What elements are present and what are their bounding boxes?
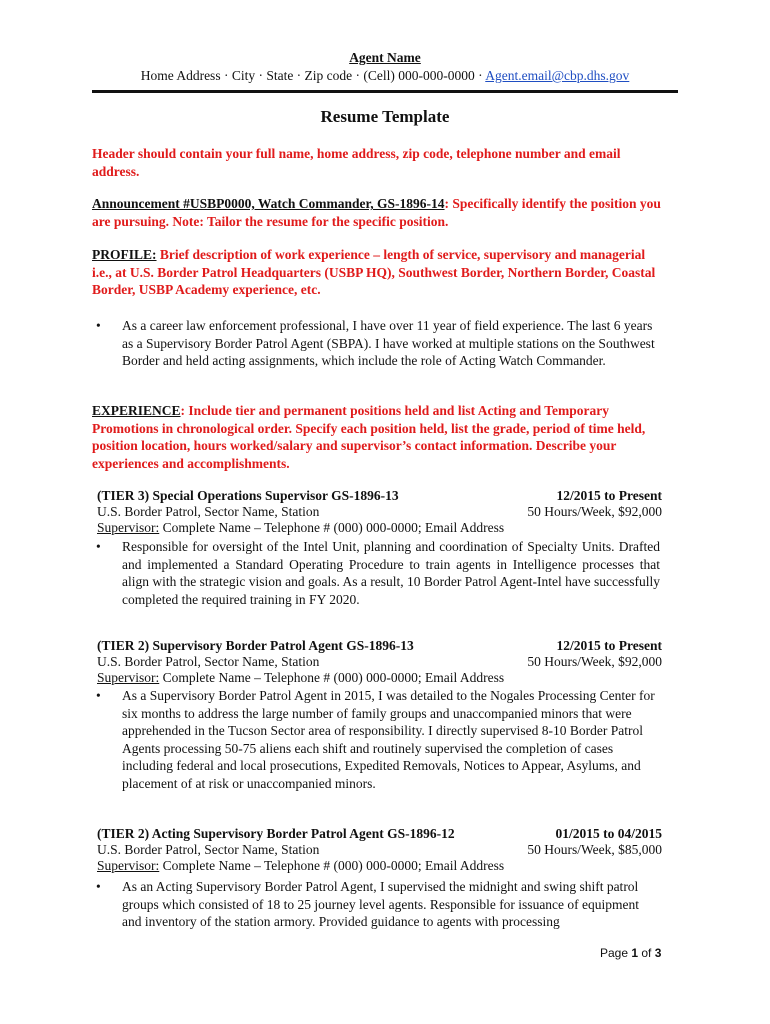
experience-label: EXPERIENCE	[92, 403, 181, 418]
experience-note: : Include tier and permanent positions held and list Acting and Temporary Promotions in chronological order. Specify each position held, list the grade, period of time held, position location, hours worked/salary and supervisor’s contact information. Describe your experiences and accomplishments.	[92, 403, 646, 471]
bullet-icon: •	[96, 879, 101, 894]
header-divider	[92, 90, 678, 93]
supervisor-label: Supervisor:	[97, 858, 160, 873]
job-dates: 01/2015 to 04/2015	[555, 826, 662, 841]
job-entry-2	[97, 638, 662, 686]
supervisor-label: Supervisor:	[97, 520, 160, 535]
page-word: Page	[600, 946, 632, 960]
profile-label: PROFILE:	[92, 247, 157, 262]
profile-bullet-item	[92, 317, 660, 370]
supervisor-contact: Complete Name – Telephone # (000) 000-0000; Email Address	[159, 520, 505, 535]
job-dates: 12/2015 to Present	[556, 488, 662, 503]
job-entry-1	[97, 488, 662, 536]
job-title: (TIER 2) Supervisory Border Patrol Agent GS-1896-13	[97, 638, 414, 653]
job-bullet-text: As an Acting Supervisory Border Patrol Agent, I supervised the midnight and swing shift patrol groups which consisted of 18 to 25 journey level agents. Responsible for issuance of equipment and inventory of the station armory. Provided guidance to agents with processing	[122, 879, 640, 929]
contact-text: Home Address · City · State · Zip code · (Cell) 000-000-0000 ·	[140, 68, 486, 83]
job-bullet-text: As a Supervisory Border Patrol Agent in 2015, I was detailed to the Nogales Processing Center for six months to address the large number of family groups and unaccompanied minors that were apprehended in the Tucson Sector area of responsibility. I directly supervised 8-10 Border Patrol Agents processing 50-75 aliens each shift and routinely supervised the completion of cases including federal and local prosecutions, Expedited Removals, Notices to Appear, Asylums, and placement of at risk or unaccompanied minors.	[122, 688, 655, 791]
job-org: U.S. Border Patrol, Sector Name, Station	[97, 654, 320, 669]
job-org: U.S. Border Patrol, Sector Name, Station	[97, 504, 320, 519]
agent-name: Agent Name	[349, 50, 421, 65]
page-total: 3	[654, 946, 662, 960]
job-1-bullet-item	[92, 538, 660, 608]
job-3-bullet-item	[92, 878, 660, 931]
job-dates: 12/2015 to Present	[556, 638, 662, 653]
job-entry-3	[97, 826, 662, 874]
profile-note: Brief description of work experience – length of service, supervisory and managerial i.e., at U.S. Border Patrol Headquarters (USBP HQ), Southwest Border, Northern Border, Coastal Border, USBP Academy experience, etc.	[92, 247, 656, 297]
job-hours: 50 Hours/Week, $92,000	[527, 504, 662, 519]
job-title: (TIER 3) Special Operations Supervisor GS-1896-13	[97, 488, 399, 503]
supervisor-label: Supervisor:	[97, 670, 160, 685]
job-2-bullet-item	[92, 687, 660, 792]
bullet-icon: •	[96, 688, 101, 703]
announcement-label: Announcement #USBP0000, Watch Commander, GS-1896-14	[92, 196, 445, 211]
supervisor-contact: Complete Name – Telephone # (000) 000-0000; Email Address	[159, 670, 505, 685]
of-word: of	[638, 946, 655, 960]
supervisor-contact: Complete Name – Telephone # (000) 000-0000; Email Address	[159, 858, 505, 873]
announcement-section	[92, 195, 662, 230]
experience-section	[92, 402, 662, 472]
job-org: U.S. Border Patrol, Sector Name, Station	[97, 842, 320, 857]
bullet-icon: •	[96, 318, 101, 333]
header-instruction: Header should contain your full name, home address, zip code, telephone number and email address.	[92, 146, 621, 179]
page-title: Resume Template	[320, 107, 450, 126]
email-link[interactable]: Agent.email@cbp.dhs.gov	[485, 68, 630, 83]
job-title: (TIER 2) Acting Supervisory Border Patrol Agent GS-1896-12	[97, 826, 455, 841]
announcement-note: : Specifically identify the position you are pursuing. Note: Tailor the resume for the specific position.	[92, 196, 661, 229]
job-hours: 50 Hours/Week, $92,000	[527, 654, 662, 669]
page-footer	[600, 946, 661, 960]
contact-line	[0, 68, 770, 84]
profile-section	[92, 246, 662, 299]
bullet-icon: •	[96, 539, 101, 554]
job-hours: 50 Hours/Week, $85,000	[527, 842, 662, 857]
page-number: 1	[631, 946, 639, 960]
profile-bullet-text: As a career law enforcement professional, I have over 11 year of field experience. The last 6 years as a Supervisory Border Patrol Agent (SBPA). I have worked at multiple stations on the Southwest Border and held acting assignments, which include the role of Acting Watch Commander.	[122, 318, 655, 368]
job-bullet-text: Responsible for oversight of the Intel Unit, planning and coordination of Specialty Units. Drafted and implemented a Standard Operating Procedure to train agents in Intelligence processes that align with the strategic vision and goals. As a result, 10 Border Patrol Agent-Intel have successfully completed the required training in FY 2020.	[122, 539, 661, 607]
